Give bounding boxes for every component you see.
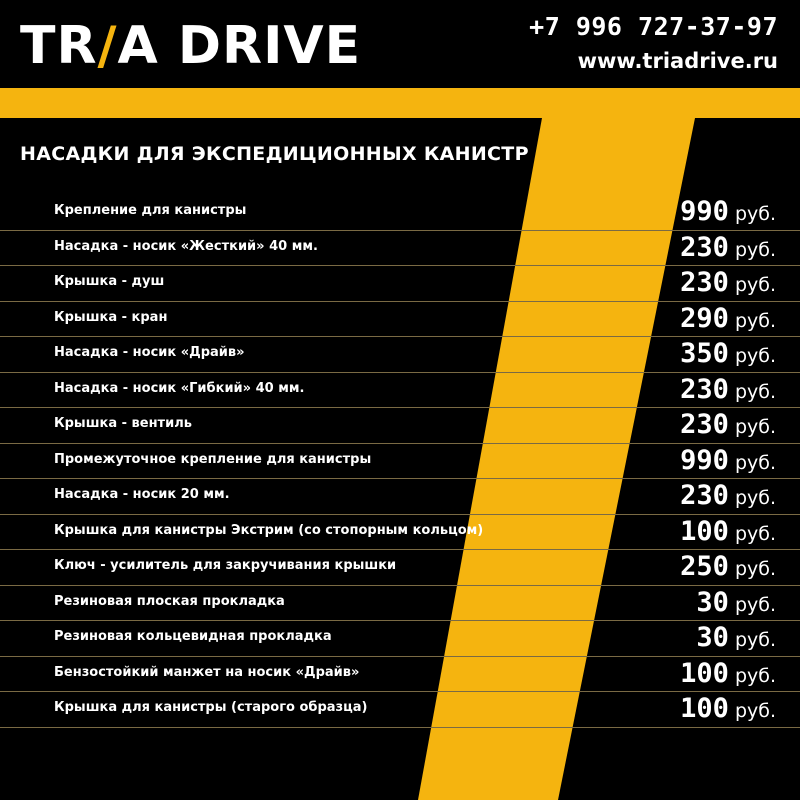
item-price — [680, 693, 776, 724]
item-price — [680, 516, 776, 547]
page-title: НАСАДКИ ДЛЯ ЭКСПЕДИЦИОННЫХ КАНИСТР — [20, 143, 529, 165]
item-name: Насадка - носик «Драйв» — [54, 345, 245, 360]
price-row — [0, 692, 800, 728]
currency-label: руб. — [734, 593, 776, 616]
price-value: 990 — [680, 444, 729, 476]
currency-label: руб. — [734, 345, 776, 367]
currency-label: руб. — [734, 700, 776, 722]
price-row — [0, 195, 800, 231]
item-name: Насадка - носик «Жесткий» 40 мм. — [54, 238, 318, 254]
item-name: Бензостойкий манжет на носик «Драйв» — [54, 664, 360, 680]
top-yellow-band — [0, 88, 800, 118]
currency-label: руб. — [734, 487, 776, 509]
price-value: 100 — [680, 693, 729, 724]
item-price — [680, 551, 776, 582]
currency-label: руб. — [734, 629, 776, 651]
logo-text: TR/A DRIVE — [20, 16, 362, 76]
item-name: Промежуточное крепление для канистры — [54, 451, 372, 467]
item-price — [680, 303, 776, 334]
currency-label: руб. — [734, 522, 776, 545]
price-value: 990 — [680, 196, 729, 227]
price-row — [0, 515, 800, 551]
price-value: 230 — [680, 480, 729, 511]
currency-label: руб. — [734, 238, 776, 261]
price-value: 350 — [680, 338, 729, 369]
price-value: 230 — [680, 267, 729, 298]
item-price — [696, 622, 776, 653]
logo-slash: / — [97, 16, 118, 76]
price-row — [0, 657, 800, 693]
item-name: Резиновая кольцевидная прокладка — [54, 629, 332, 644]
item-price — [680, 374, 776, 405]
price-row — [0, 550, 800, 586]
item-name: Крышка для канистры (старого образца) — [54, 700, 368, 715]
price-row — [0, 231, 800, 267]
price-row — [0, 373, 800, 409]
currency-label: руб. — [734, 274, 776, 296]
item-name: Крышка - душ — [54, 274, 165, 289]
price-row — [0, 621, 800, 657]
price-value: 250 — [680, 551, 729, 582]
item-name: Ключ - усилитель для закручивания крышки — [54, 558, 397, 573]
price-value: 230 — [680, 231, 729, 263]
item-price — [680, 445, 776, 476]
item-price — [696, 587, 776, 618]
item-price — [680, 232, 776, 263]
item-name: Крепление для канистры — [54, 203, 247, 218]
price-value: 100 — [680, 657, 729, 689]
price-row — [0, 479, 800, 515]
item-name: Крышка для канистры Экстрим (со стопорным кольцом) — [54, 522, 484, 538]
item-name: Насадка - носик 20 мм. — [54, 487, 230, 502]
currency-label: руб. — [734, 558, 776, 580]
currency-label: руб. — [734, 309, 776, 332]
currency-label: руб. — [734, 203, 776, 225]
item-price — [680, 267, 776, 298]
price-row — [0, 337, 800, 373]
price-value: 30 — [696, 622, 729, 653]
item-name: Насадка - носик «Гибкий» 40 мм. — [54, 380, 305, 396]
item-price — [680, 338, 776, 369]
item-price — [680, 658, 776, 689]
price-row — [0, 444, 800, 480]
phone-number[interactable]: +7 996 727-37-97 — [529, 12, 778, 41]
item-name: Крышка - кран — [54, 309, 168, 325]
item-price — [680, 409, 776, 440]
price-row — [0, 408, 800, 444]
price-value: 230 — [680, 373, 729, 405]
website-link[interactable]: www.triadrive.ru — [577, 49, 778, 73]
price-row — [0, 302, 800, 338]
currency-label: руб. — [734, 416, 776, 438]
item-price — [680, 196, 776, 227]
currency-label: руб. — [734, 664, 776, 687]
currency-label: руб. — [734, 451, 776, 474]
contacts — [529, 10, 778, 78]
item-price — [680, 480, 776, 511]
price-value: 230 — [680, 409, 729, 440]
currency-label: руб. — [734, 380, 776, 403]
row-divider — [0, 727, 800, 728]
price-row — [0, 266, 800, 302]
price-value: 30 — [696, 586, 729, 618]
item-name: Крышка - вентиль — [54, 416, 192, 431]
price-value: 290 — [680, 302, 729, 334]
price-row — [0, 586, 800, 622]
item-name: Резиновая плоская прокладка — [54, 593, 285, 609]
price-list — [0, 195, 800, 728]
price-value: 100 — [680, 515, 729, 547]
